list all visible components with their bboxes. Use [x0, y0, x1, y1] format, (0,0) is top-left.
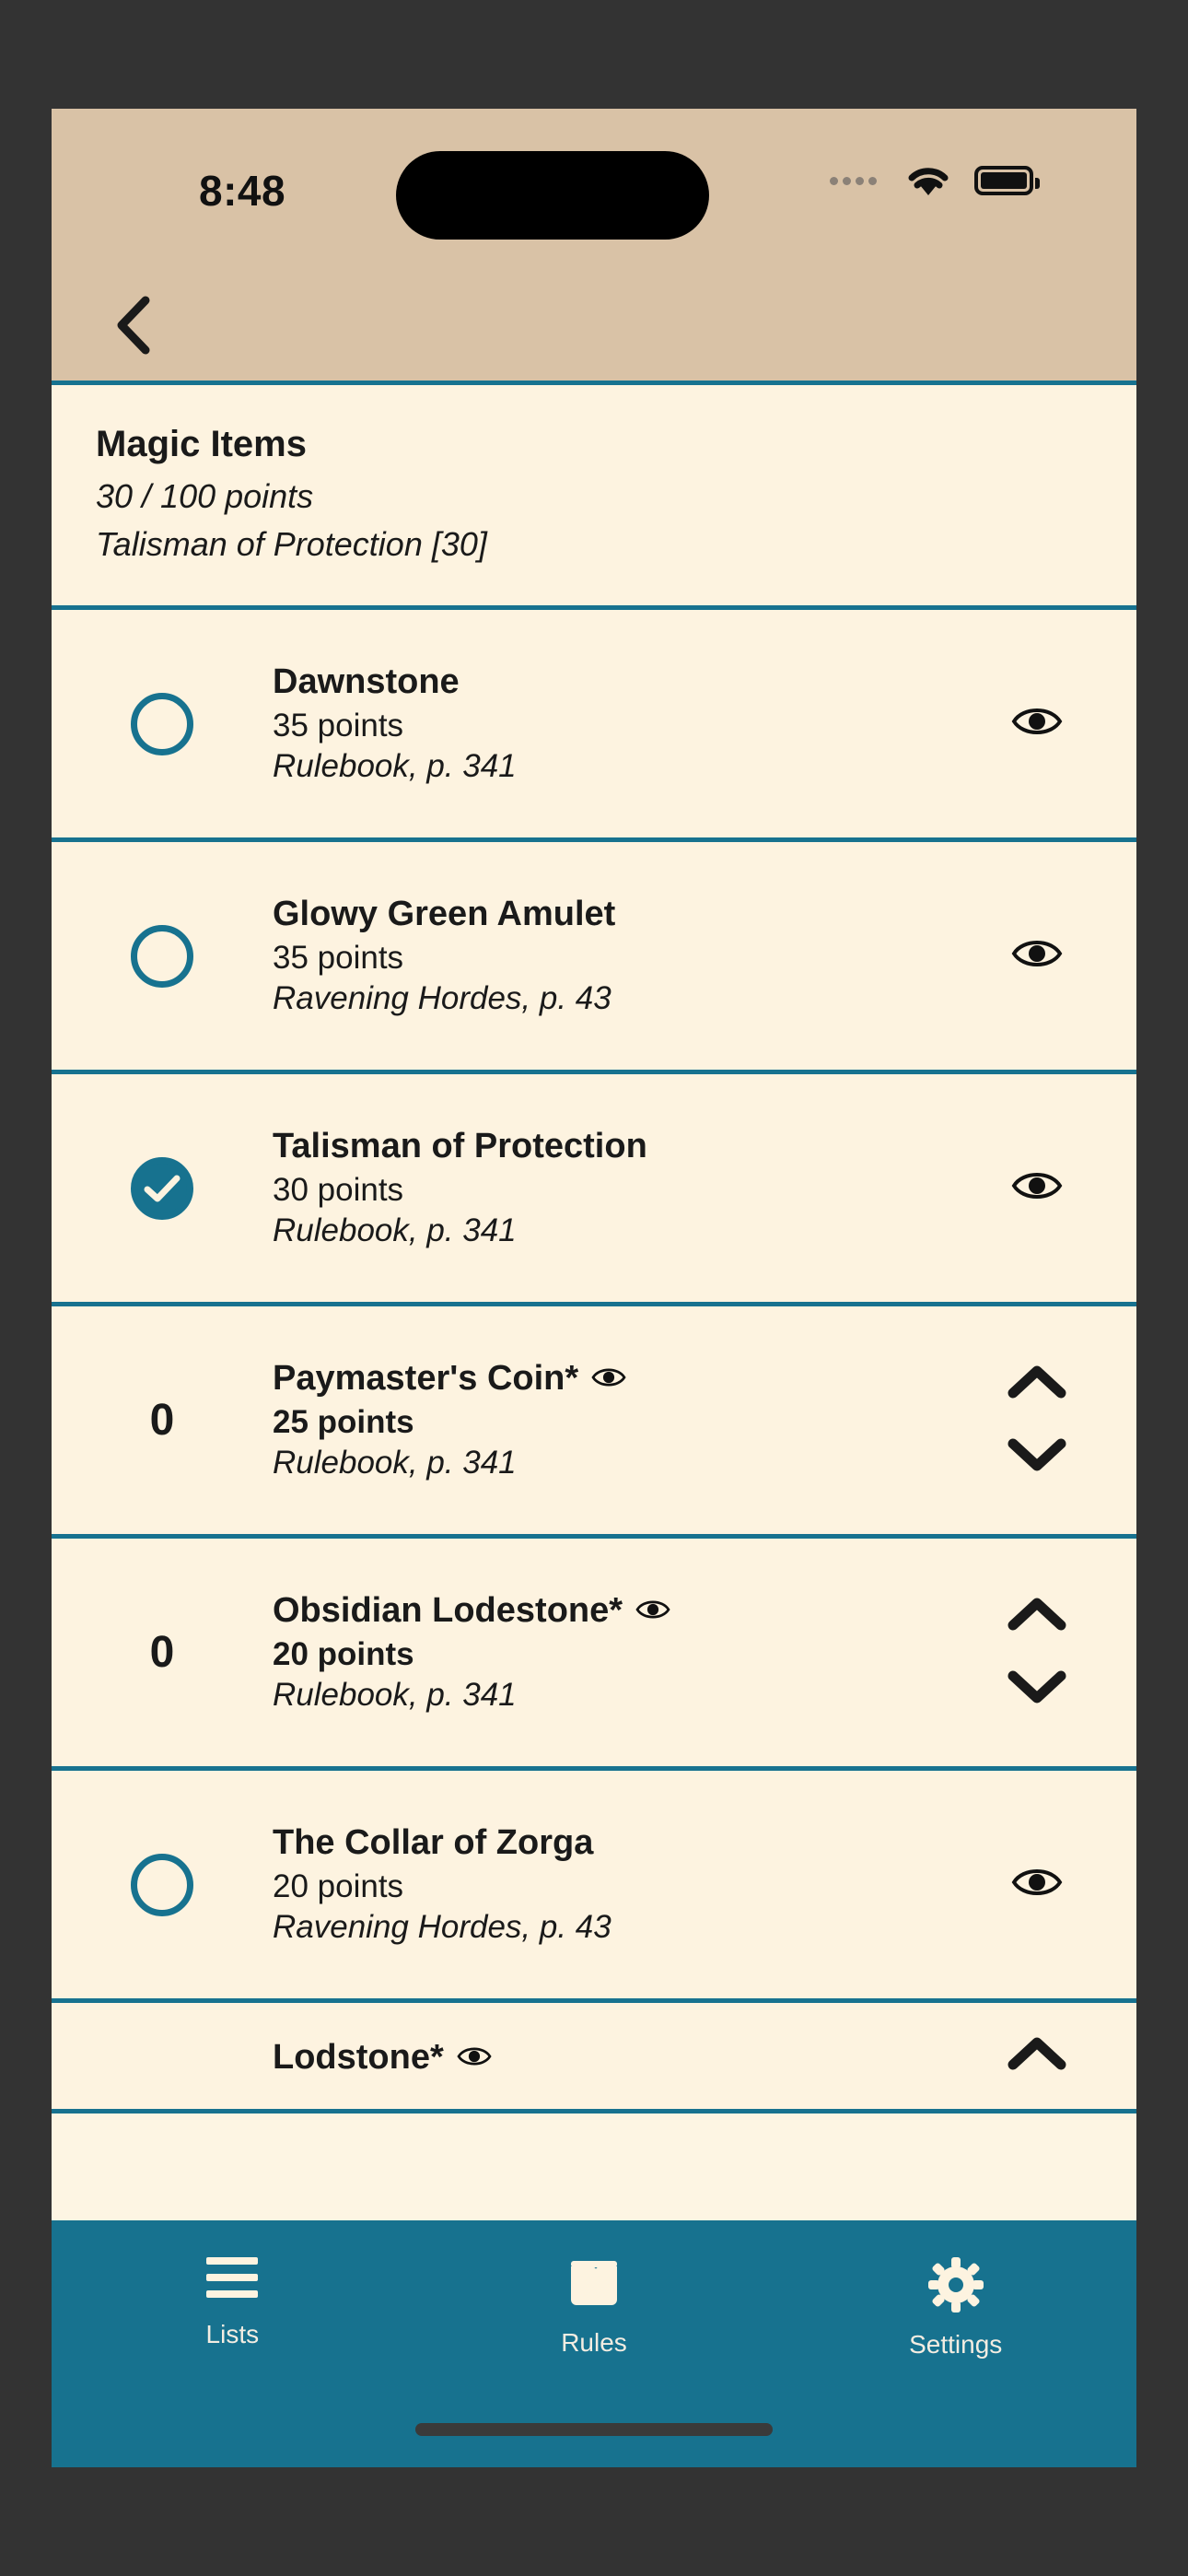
book-icon — [565, 2257, 623, 2315]
list-item[interactable] — [52, 610, 1136, 842]
status-time: 8:48 — [199, 167, 286, 215]
quantity-stepper[interactable] — [982, 1364, 1092, 1478]
item-control[interactable] — [52, 925, 273, 988]
quantity-stepper[interactable] — [982, 1596, 1092, 1710]
item-name-text: Lodstone* — [273, 2038, 444, 2078]
item-points: 25 points — [273, 1404, 414, 1441]
tab-settings-label: Settings — [909, 2330, 1003, 2359]
item-points: 20 points — [273, 1868, 404, 1905]
home-indicator — [415, 2423, 773, 2436]
status-bar — [52, 109, 1136, 385]
eye-icon[interactable] — [1011, 1865, 1063, 1904]
item-checkbox[interactable] — [131, 693, 193, 755]
item-details — [273, 1823, 982, 1946]
wifi-icon — [904, 162, 952, 199]
points-summary: 30 / 100 points — [96, 477, 314, 515]
status-icons — [830, 162, 1033, 199]
item-name-text: Glowy Green Amulet — [273, 895, 616, 934]
item-details — [273, 2029, 982, 2083]
check-icon — [144, 1174, 181, 1203]
item-name-text: Paymaster's Coin* — [273, 1359, 579, 1399]
page-title: Magic Items — [96, 424, 307, 464]
item-checkbox[interactable] — [131, 1854, 193, 1916]
item-details — [273, 895, 982, 1017]
item-points: 35 points — [273, 940, 404, 977]
item-control — [52, 1627, 273, 1678]
back-button[interactable] — [92, 284, 175, 367]
hamburger-icon — [206, 2257, 258, 2307]
item-name — [273, 1591, 963, 1631]
chevron-left-icon — [114, 295, 153, 356]
quantity-stepper[interactable] — [982, 2035, 1092, 2077]
list-item[interactable] — [52, 1074, 1136, 1306]
bottom-tab-bar — [52, 2220, 1136, 2467]
item-source: Rulebook, p. 341 — [273, 1677, 517, 1714]
item-source: Rulebook, p. 341 — [273, 748, 517, 785]
item-source: Ravening Hordes, p. 43 — [273, 1909, 611, 1946]
item-actions[interactable] — [982, 1865, 1092, 1904]
selected-items-summary: Talisman of Protection [30] — [96, 525, 487, 564]
item-actions[interactable] — [982, 704, 1092, 744]
item-details — [273, 1359, 982, 1481]
item-control[interactable] — [52, 1854, 273, 1916]
tab-rules-label: Rules — [561, 2328, 627, 2357]
item-source: Rulebook, p. 341 — [273, 1445, 517, 1481]
signal-dots-icon — [830, 177, 877, 185]
item-checkbox[interactable] — [131, 1157, 193, 1220]
item-name — [273, 2038, 963, 2078]
item-actions[interactable] — [982, 936, 1092, 976]
item-details — [273, 1127, 982, 1249]
tab-rules[interactable] — [413, 2257, 775, 2358]
eye-icon[interactable] — [457, 2038, 492, 2078]
gear-icon — [928, 2257, 984, 2317]
eye-icon[interactable] — [1011, 936, 1063, 976]
item-control[interactable] — [52, 693, 273, 755]
eye-icon[interactable] — [635, 1591, 670, 1631]
item-name-text: The Collar of Zorga — [273, 1823, 594, 1863]
item-actions[interactable] — [982, 1168, 1092, 1208]
chevron-up-icon[interactable] — [1007, 2035, 1066, 2077]
item-source: Rulebook, p. 341 — [273, 1212, 517, 1249]
list-item[interactable] — [52, 1539, 1136, 1771]
quantity-value: 0 — [149, 1396, 175, 1446]
item-name-text: Talisman of Protection — [273, 1127, 647, 1166]
magic-items-header — [52, 385, 1136, 610]
tab-lists-label: Lists — [205, 2320, 260, 2348]
chevron-down-icon[interactable] — [1007, 1669, 1066, 1710]
item-name — [273, 895, 963, 934]
item-details — [273, 662, 982, 785]
item-points: 35 points — [273, 708, 404, 744]
quantity-value: 0 — [149, 1628, 175, 1678]
chevron-up-icon[interactable] — [1007, 1364, 1066, 1405]
item-name — [273, 1127, 963, 1166]
eye-icon[interactable] — [591, 1359, 626, 1399]
list-item[interactable] — [52, 842, 1136, 1074]
list-item[interactable] — [52, 1306, 1136, 1539]
eye-icon[interactable] — [1011, 704, 1063, 744]
item-details — [273, 1591, 982, 1714]
chevron-down-icon[interactable] — [1007, 1436, 1066, 1478]
list-item[interactable] — [52, 1771, 1136, 2003]
item-control[interactable] — [52, 1157, 273, 1220]
eye-icon[interactable] — [1011, 1168, 1063, 1208]
tab-settings[interactable] — [775, 2257, 1136, 2359]
item-name-text: Dawnstone — [273, 662, 460, 702]
chevron-up-icon[interactable] — [1007, 1596, 1066, 1637]
item-checkbox[interactable] — [131, 925, 193, 988]
list-item[interactable] — [52, 2003, 1136, 2113]
dynamic-island — [396, 151, 709, 240]
item-source: Ravening Hordes, p. 43 — [273, 980, 611, 1017]
item-points: 30 points — [273, 1172, 404, 1209]
item-points: 20 points — [273, 1636, 414, 1673]
item-name — [273, 1359, 963, 1399]
tab-lists[interactable] — [52, 2257, 413, 2349]
item-name — [273, 1823, 963, 1863]
item-control — [52, 1395, 273, 1446]
battery-icon — [974, 166, 1033, 195]
phone-screen — [52, 109, 1136, 2467]
item-name-text: Obsidian Lodestone* — [273, 1591, 623, 1631]
item-name — [273, 662, 963, 702]
